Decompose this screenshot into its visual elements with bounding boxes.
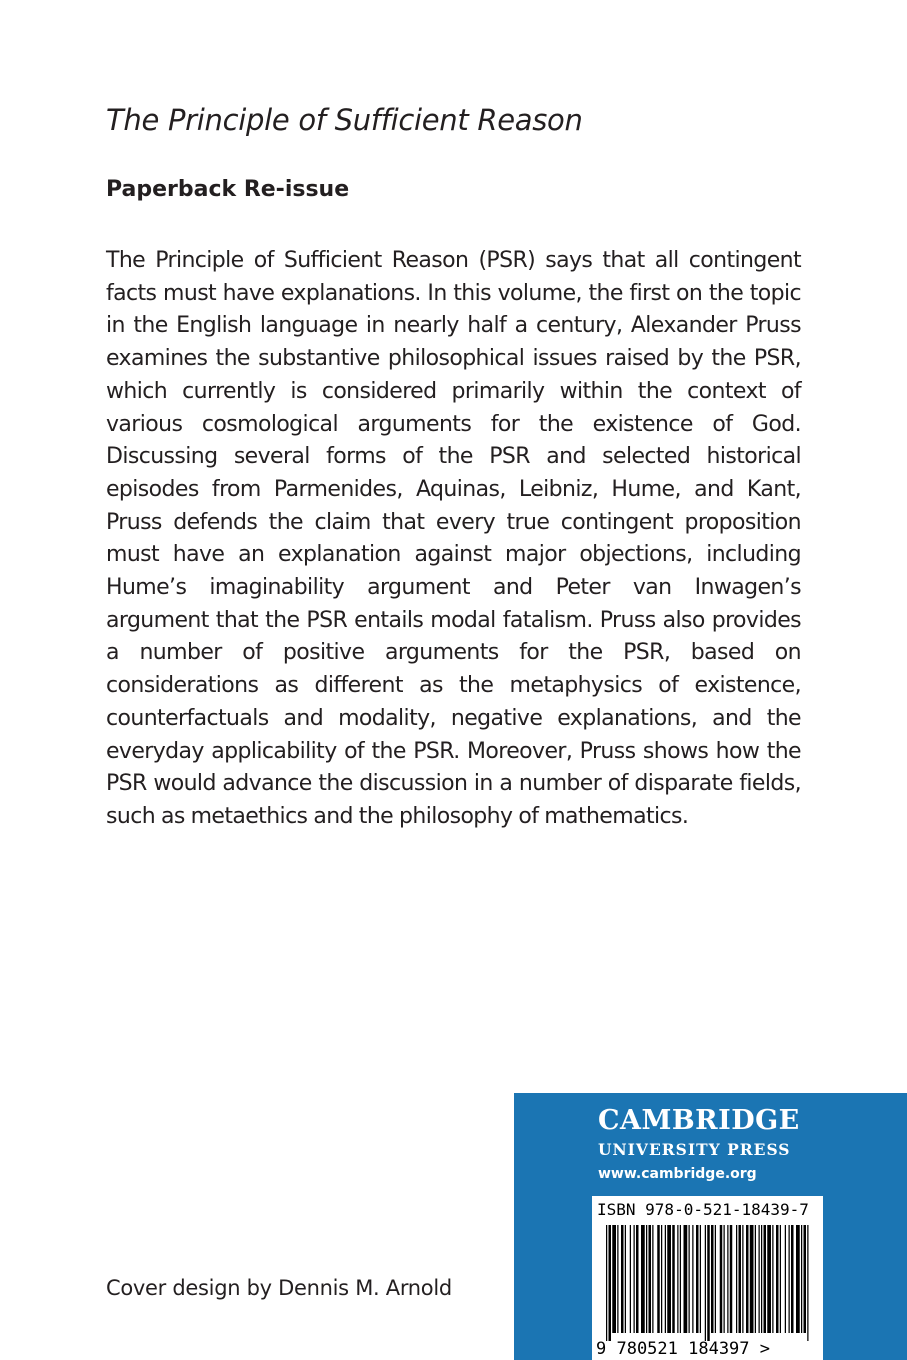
barcode-bar [634,1225,635,1333]
barcode-bar [649,1225,652,1333]
barcode-bar [761,1225,762,1333]
publisher-name: CAMBRIDGE [598,1105,800,1136]
barcode-bar [746,1225,749,1333]
barcode-bar [612,1225,616,1333]
book-description: The Principle of Sufficient Reason (PSR) says that all contingent facts must have explanations. In this volume, the first on the topic in the English language in nearly half a century, Alexander Pruss examines the substantive philosophical issues raised by the PSR, which currently is considered primarily within the context of various cosmological arguments for the existence of God. Discussing several forms of the PSR and selected historical episodes from Parmenides, Aquinas, Leibniz, Hume, and Kant, Pruss defends the claim that every true contingent proposition must have an explanation against major objections, including Hume’s imaginability argument and Peter van Inwagen’s argument that the PSR entails modal fatalism. Pruss also provides a number of positive arguments for the PSR, based on considerations as different as the metaphysics of existence, counterfactuals and modality, negative explanations, and the everyday applicability of the PSR. Moreover, Pruss shows how the PSR would advance the discussion in a number of disparate fields, such as metaethics and the philosophy of mathematics. [106,248,801,829]
barcode-icon [592,1221,823,1341]
barcode-bar [736,1225,737,1333]
edition-label: Paperback Re-issue [106,177,350,202]
barcode-bar [667,1225,671,1333]
barcode-bar [711,1225,714,1333]
barcode-bar [791,1225,794,1333]
barcode-bar [606,1225,607,1341]
barcode-bar [796,1225,800,1333]
barcode-bar [657,1225,660,1333]
publisher-url: www.cambridge.org [598,1166,757,1182]
barcode-bar [776,1225,779,1333]
barcode-bar [715,1225,716,1333]
barcode-bar [677,1225,678,1333]
publisher-subname: UNIVERSITY PRESS [598,1140,791,1159]
barcode-bar [680,1225,681,1333]
barcode-bar [672,1225,675,1333]
barcode-bar [646,1225,647,1333]
barcode-bar [700,1225,701,1333]
barcode-bar [739,1225,742,1333]
barcode-bar [804,1225,807,1333]
barcode-bar [692,1225,693,1333]
barcode-bar [807,1225,808,1341]
barcode-bar [707,1225,710,1341]
book-title: The Principle of Sufficient Reason [106,103,583,137]
barcode-bar [785,1225,786,1333]
barcode-bar [742,1225,743,1333]
barcode-bar [630,1225,631,1333]
barcode-bar [652,1225,653,1333]
barcode-bar [705,1225,706,1341]
barcode-bar [759,1225,760,1333]
barcode-bar [621,1225,624,1333]
barcode-bar [696,1225,699,1333]
barcode-box [592,1196,823,1360]
barcode-bar [617,1225,618,1333]
barcode-bar [665,1225,666,1333]
barcode-bar [801,1225,802,1333]
publisher-panel [514,1093,907,1360]
barcode-bar [724,1225,725,1333]
barcode-bar [636,1225,639,1333]
barcode-bar [727,1225,728,1333]
barcode-bar [755,1225,756,1333]
barcode-digits: 9 780521 184397 > [596,1339,770,1359]
barcode-bar [789,1225,790,1333]
barcode-bar [720,1225,723,1333]
barcode-bar [625,1225,626,1333]
barcode-bar [764,1225,767,1333]
barcode-bar [609,1225,612,1341]
barcode-bar [730,1225,733,1333]
barcode-bar [684,1225,688,1333]
barcode-bar [780,1225,781,1333]
barcode-bar [750,1225,754,1333]
isbn-label: ISBN 978-0-521-18439-7 [597,1200,809,1219]
barcode-bar [641,1225,645,1333]
barcode-bar [689,1225,690,1333]
cover-design-credit: Cover design by Dennis M. Arnold [106,1276,452,1300]
barcode-bar [772,1225,773,1333]
barcode-bar [767,1225,771,1333]
barcode-bar [661,1225,662,1333]
